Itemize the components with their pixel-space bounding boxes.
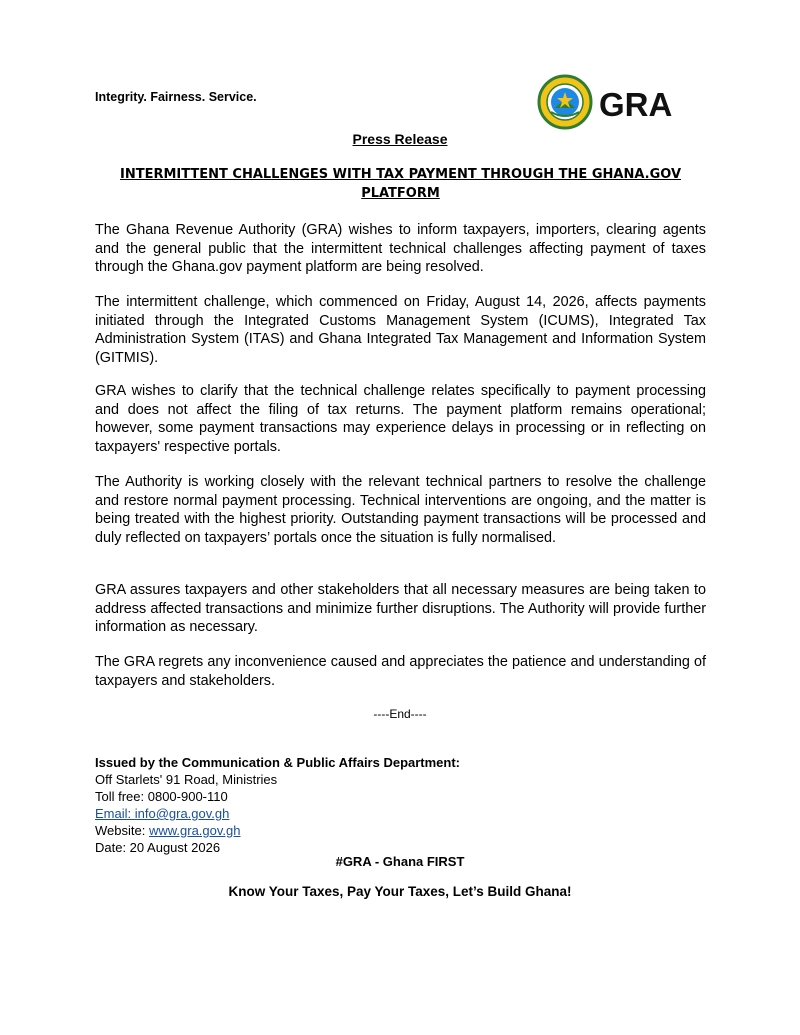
address: Off Starlets' 91 Road, Ministries — [95, 772, 278, 787]
tagline: Integrity. Fairness. Service. — [95, 90, 257, 104]
gra-logo — [537, 74, 697, 130]
website-line — [95, 822, 460, 839]
paragraph-3: GRA wishes to clarify that the technical challenge relates specifically to payment processing and does not affect the filing of tax returns. The payment platform remains operational; however, some payment transactions may experience delays in processing or in reflecting on taxpayers' respective portals. — [95, 383, 706, 455]
toll-free: Toll free: 0800-900-110 — [95, 789, 228, 804]
paragraph-1: The Ghana Revenue Authority (GRA) wishes to inform taxpayers, importers, clearing agents and the general public that the intermittent technical challenges affecting payment of taxes through the Ghana.gov payment platform are being resolved. — [95, 222, 706, 275]
paragraph-6: The GRA regrets any inconvenience caused and appreciates the patience and understanding of taxpayers and stakeholders. — [95, 654, 706, 689]
website-link[interactable]: www.gra.gov.gh — [148, 823, 241, 838]
issued-by: Issued by the Communication & Public Affairs Department: — [95, 755, 461, 770]
paragraph-2: The intermittent challenge, which commenced on Friday, August 14, 2026, affects payments initiated through the Integrated Customs Management System (ICUMS), Integrated Tax Administration System (ITAS) and Ghana Integrated Tax Management and Information System (GITMIS). — [95, 294, 706, 366]
website-label: Website: — [95, 823, 149, 838]
gra-seal-icon — [539, 76, 591, 128]
slogan: Know Your Taxes, Pay Your Taxes, Let’s Build Ghana! — [228, 884, 572, 899]
hashtag: #GRA - Ghana FIRST — [335, 854, 465, 869]
paragraph-5: GRA assures taxpayers and other stakeholders that all necessary measures are being taken to address affected transactions and minimize further disruptions. The Authority will provide further information as necessary. — [95, 582, 706, 635]
paragraph-4: The Authority is working closely with the relevant technical partners to resolve the challenge and restore normal payment processing. Technical interventions are ongoing, and the matter is being treated with the highest priority. Outstanding payment transactions will be processed and duly reflected on taxpayers’ portals once the situation is fully normalised. — [95, 474, 706, 546]
press-release-label: Press Release — [352, 131, 448, 147]
email-link[interactable]: Email: info@gra.gov.gh — [95, 806, 230, 821]
contact-block — [95, 754, 460, 856]
headline: INTERMITTENT CHALLENGES WITH TAX PAYMENT THROUGH THE GHANA.GOV PLATFORM — [119, 167, 682, 201]
date: Date: 20 August 2026 — [95, 840, 221, 855]
logo-wordmark: GRA — [599, 86, 673, 123]
end-marker: ----End---- — [373, 707, 427, 721]
